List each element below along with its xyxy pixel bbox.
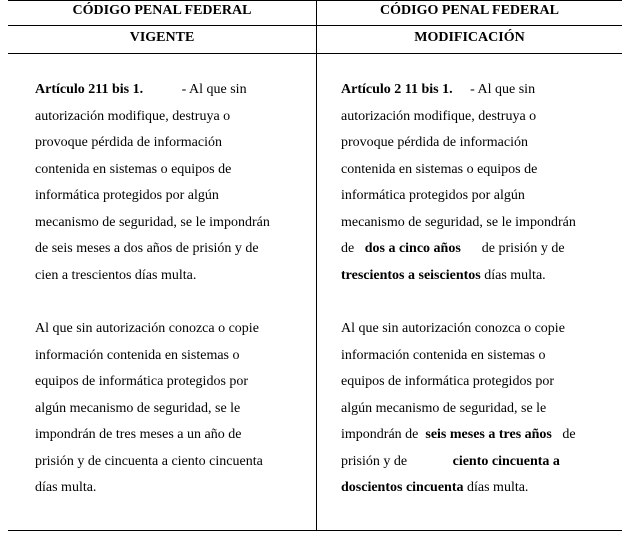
vigente-text xyxy=(35,77,270,502)
text-line: equipos de informática protegidos por xyxy=(341,374,555,389)
text-line: información contenida en sistemas o xyxy=(35,347,240,363)
text-line: autorización modifique, destruya o xyxy=(35,108,231,124)
text-line: mecanismo de seguridad, se le impondrán xyxy=(341,214,576,230)
text-line: Al que sin autorización conozca o copie xyxy=(35,321,259,336)
text-fragment: días multa. xyxy=(484,267,546,283)
text-fragment: de xyxy=(562,427,576,442)
text-fragment: de prisión y de xyxy=(481,241,565,256)
text-line: provoque pérdida de información xyxy=(341,135,528,150)
text-line: impondrán de tres meses a un año de xyxy=(35,427,242,442)
amended-text: doscientos cincuenta xyxy=(341,480,464,495)
table-bottom-border xyxy=(8,530,622,531)
text-line: informática protegidos por algún xyxy=(35,188,219,203)
text-line: provoque pérdida de información xyxy=(35,135,222,150)
text-line xyxy=(341,475,576,502)
text-line: cien a trescientos días multa. xyxy=(35,267,197,283)
left-column-title: CÓDIGO PENAL FEDERAL xyxy=(72,3,252,18)
text-line: de seis meses a dos años de prisión y de xyxy=(35,241,259,256)
modificacion-text xyxy=(341,77,576,502)
text-fragment: impondrán de xyxy=(341,427,419,442)
text-line: contenida en sistemas o equipos de xyxy=(35,161,232,177)
text-line xyxy=(341,77,576,104)
text-fragment: días multa. xyxy=(467,480,529,495)
right-column-title: CÓDIGO PENAL FEDERAL xyxy=(380,3,559,18)
amended-text: dos a cinco años xyxy=(364,241,461,256)
table-row-divider xyxy=(8,53,622,54)
text-line: información contenida en sistemas o xyxy=(341,347,546,363)
text-line: mecanismo de seguridad, se le impondrán xyxy=(35,214,270,230)
text-line xyxy=(341,236,576,263)
text-line: equipos de informática protegidos por xyxy=(35,374,249,389)
text-fragment: - Al que sin xyxy=(181,82,247,97)
text-line xyxy=(341,422,576,449)
text-fragment: prisión y de xyxy=(341,453,408,469)
text-line: días multa. xyxy=(35,480,97,495)
article-label: Artículo 2 11 bis 1. xyxy=(341,82,453,97)
amended-text: trescientos a seiscientos xyxy=(341,267,481,283)
left-column-subtitle: VIGENTE xyxy=(129,30,195,45)
text-line xyxy=(341,263,576,290)
text-fragment: de xyxy=(341,241,355,256)
text-line: algún mecanismo de seguridad, se le xyxy=(341,400,547,416)
text-fragment: - Al que sin xyxy=(470,82,536,97)
amended-text: seis meses a tres años xyxy=(425,427,552,442)
table-row-divider xyxy=(8,25,622,26)
text-line xyxy=(35,77,270,104)
text-line: prisión y de cincuenta a ciento cincuenta xyxy=(35,453,263,469)
table-column-divider xyxy=(316,0,317,531)
text-line: informática protegidos por algún xyxy=(341,188,525,203)
paragraph-gap xyxy=(341,289,576,316)
text-line: algún mecanismo de seguridad, se le xyxy=(35,400,241,416)
text-line: contenida en sistemas o equipos de xyxy=(341,161,538,177)
amended-text: ciento cincuenta a xyxy=(452,453,560,469)
text-line: Al que sin autorización conozca o copie xyxy=(341,321,565,336)
article-label: Artículo 211 bis 1. xyxy=(35,82,144,97)
right-column-subtitle: MODIFICACIÓN xyxy=(414,30,525,45)
text-line xyxy=(341,449,576,476)
text-line: autorización modifique, destruya o xyxy=(341,108,537,124)
table-top-border xyxy=(8,0,622,1)
paragraph-gap xyxy=(35,289,270,316)
